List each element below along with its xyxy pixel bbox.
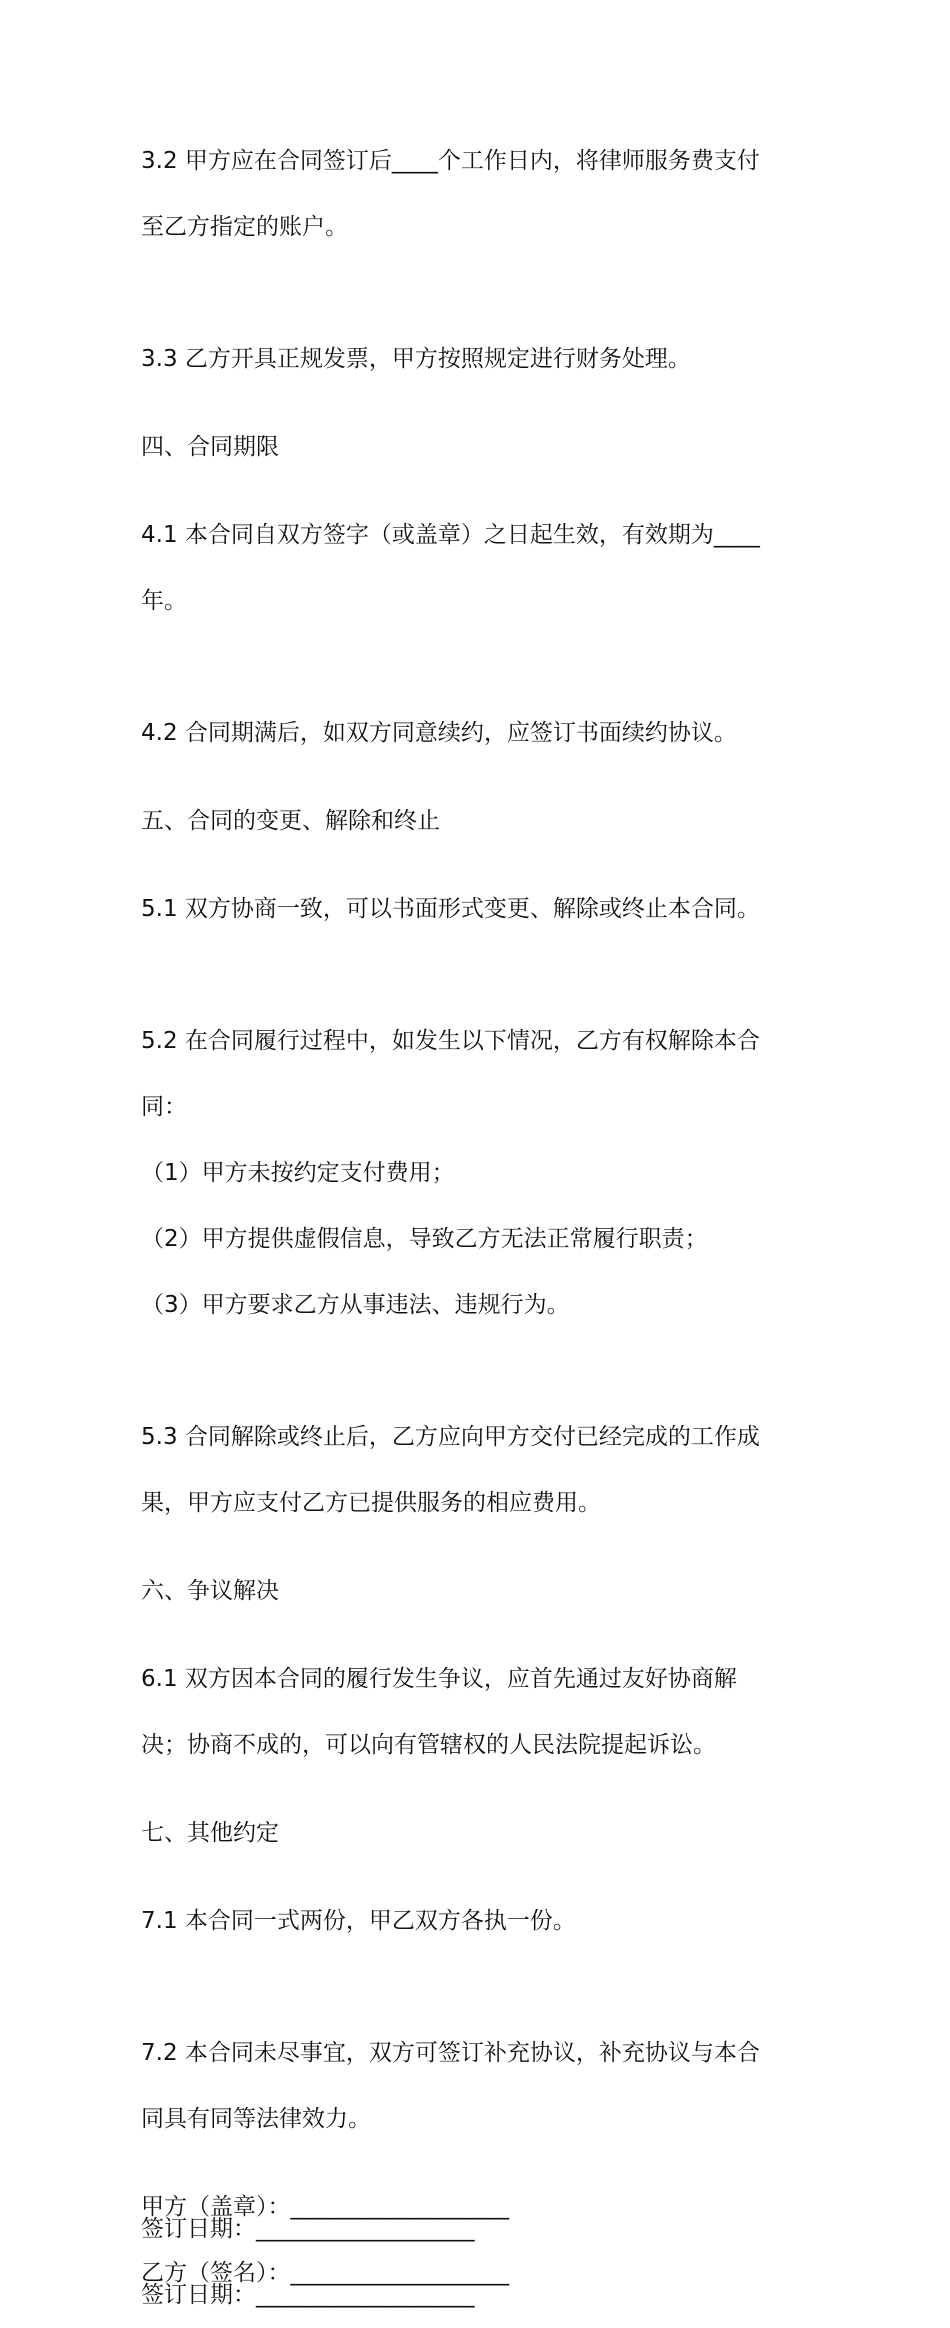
clause-5-1 [141,854,811,964]
party-a-date-field: 签订日期：___________________ [141,2216,475,2242]
text-line: 7.1 本合同一式两份，甲乙双方各执一份。 [141,1908,576,1934]
clause-7-1 [141,1866,811,1976]
text-line: 至乙方指定的账户。 [141,214,348,240]
text-line: （2）甲方提供虚假信息，导致乙方无法正常履行职责； [141,1226,708,1252]
heading-text: 六、争议解决 [141,1578,279,1604]
party-b-signature-block [141,2262,811,2306]
text-line: 5.3 合同解除或终止后，乙方应向甲方交付已经完成的工作成 [141,1424,760,1450]
clause-7-2 [141,1998,811,2174]
heading-text: 四、合同期限 [141,434,279,460]
text-line: 5.2 在合同履行过程中，如发生以下情况，乙方有权解除本合 [141,1028,760,1054]
text-line: 6.1 双方因本合同的履行发生争议，应首先通过友好协商解 [141,1666,737,1692]
party-a-signature-block [141,2196,811,2240]
text-line: 4.2 合同期满后，如双方同意续约，应签订书面续约协议。 [141,720,737,746]
text-line: （1）甲方未按约定支付费用； [141,1160,455,1186]
text-line: 果，甲方应支付乙方已提供服务的相应费用。 [141,1490,601,1516]
clause-3-2 [141,106,811,282]
heading-text: 五、合同的变更、解除和终止 [141,808,440,834]
text-line: （3）甲方要求乙方从事违法、违规行为。 [141,1292,570,1318]
party-b-sign-field: 乙方（签名）：___________________ [141,2260,509,2286]
clause-3-3 [141,304,811,414]
party-b-date-field: 签订日期：___________________ [141,2282,475,2308]
text-line: 同： [141,1094,187,1120]
clause-4-1 [141,480,811,656]
text-line: 决；协商不成的，可以向有管辖权的人民法院提起诉讼。 [141,1732,716,1758]
party-a-seal-field: 甲方（盖章）：___________________ [141,2194,509,2220]
text-line: 3.3 乙方开具正规发票，甲方按照规定进行财务处理。 [141,346,691,372]
clause-4-2 [141,678,811,788]
text-line: 7.2 本合同未尽事宜，双方可签订补充协议，补充协议与本合 [141,2040,760,2066]
clause-5-2 [141,986,811,1360]
section-heading-5 [141,810,811,832]
section-heading-6 [141,1580,811,1602]
text-line: 同具有同等法律效力。 [141,2106,371,2132]
text-line: 4.1 本合同自双方签字（或盖章）之日起生效，有效期为____ [141,522,760,548]
clause-6-1 [141,1624,811,1800]
document-page [141,106,811,2328]
text-line: 年。 [141,588,187,614]
text-line: 5.1 双方协商一致，可以书面形式变更、解除或终止本合同。 [141,896,760,922]
section-heading-4 [141,436,811,458]
text-line: 3.2 甲方应在合同签订后____个工作日内，将律师服务费支付 [141,148,760,174]
section-heading-7 [141,1822,811,1844]
heading-text: 七、其他约定 [141,1820,279,1846]
clause-5-3 [141,1382,811,1558]
